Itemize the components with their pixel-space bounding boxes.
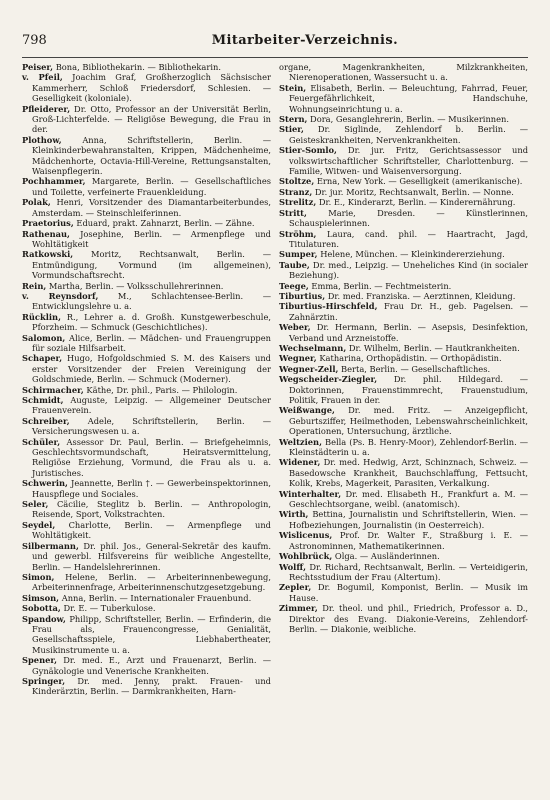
list-item bbox=[22, 291, 271, 312]
contributor-details: Dora, Gesanglehrerin, Berlin. — Musikerinnen. bbox=[310, 114, 510, 125]
list-item bbox=[22, 395, 271, 416]
list-item bbox=[22, 478, 271, 499]
list-item bbox=[22, 353, 271, 384]
contributor-details: Katharina, Orthopädistin. — Orthopädistin. bbox=[319, 353, 502, 364]
contributor-details: Adele, Schriftstellerin, Berlin. — Versicherungswesen u. a. bbox=[32, 415, 272, 437]
page-number: 798 bbox=[22, 33, 47, 48]
right-column bbox=[279, 62, 528, 697]
contributor-name: Seydel, bbox=[22, 519, 56, 530]
contributor-details: Dr. med. Fritz. — Anzeigepflicht, Geburtsziffer, Heilmethoden, Lebenswahrscheinlichkeit, Operationen, Untersuchung, ärztliche. bbox=[289, 405, 528, 437]
contributor-details: Helene, München. — Kleinkindererziehung. bbox=[320, 249, 505, 260]
contributor-details: Dr. med. Elisabeth H., Frankfurt a. M. — Geschlechtsorgane, weibl. (anatomisch). bbox=[289, 488, 529, 510]
contributor-name: Strelitz, bbox=[279, 197, 317, 208]
contributor-name: Seler, bbox=[22, 499, 49, 510]
contributor-name: v. Reynsdorf, bbox=[22, 290, 99, 301]
contributor-details: Berta, Berlin. — Gesellschaftliches. bbox=[341, 363, 491, 374]
contributor-details: Dr. jur. Moritz, Rechtsanwalt, Berlin. — Nonne. bbox=[314, 186, 514, 197]
contributor-name: Schirmacher, bbox=[22, 384, 84, 395]
list-item bbox=[279, 457, 528, 488]
list-item bbox=[279, 197, 528, 207]
contributor-details: Philipp, Schriftsteller, Berlin. — Erfinderin, die Frau als, Frauencongresse, Genialität, Gesellschaftsspiele, Liebhabertheater, Musikinstrumente u. a. bbox=[32, 613, 271, 655]
contributor-details: Dr. Bogumil, Komponist, Berlin. — Musik im Hause. bbox=[289, 582, 528, 603]
contributor-name: Stranz, bbox=[279, 186, 313, 197]
contributor-name: Sobotta, bbox=[22, 603, 61, 614]
list-item bbox=[279, 281, 528, 291]
contributor-details: Laura, cand. phil. — Haartracht, Jagd, Titulaturen. bbox=[289, 228, 529, 249]
list-item bbox=[22, 62, 271, 72]
contributor-name: Pfleiderer, bbox=[22, 103, 71, 114]
contributor-name: Wolff, bbox=[279, 561, 307, 572]
list-item bbox=[22, 229, 271, 250]
contributor-name: Spener, bbox=[22, 655, 58, 666]
contributor-details: Elisabeth, Berlin. — Beleuchtung, Fahrrad, Feuer, Feuergefährlichkeit, Handschuhe, Wohnungseinrichtung u. a. bbox=[289, 82, 528, 114]
contributor-name: Weißwange, bbox=[279, 405, 335, 416]
list-item bbox=[22, 416, 271, 437]
contributor-name: Polak, bbox=[22, 197, 51, 208]
contributor-details: Henri, Vorsitzender des Diamantarbeiterbundes, Amsterdam. — Steinschleiferinnen. bbox=[32, 197, 272, 218]
contributor-details: Cäcilie, Steglitz b. Berlin. — Anthropologin, Reisende, Sport, Volkstrachten. bbox=[32, 499, 271, 520]
list-item bbox=[22, 676, 271, 697]
contributor-name: Simon, bbox=[22, 571, 55, 582]
list-item bbox=[279, 114, 528, 124]
contributor-details: Bettina, Journalistin und Schriftstellerin, Wien. — Hofbeziehungen, Journalistin (in Oesterreich). bbox=[289, 509, 528, 530]
contributor-name: Zepler, bbox=[279, 582, 312, 593]
contributor-name: Schüler, bbox=[22, 436, 61, 447]
contributor-name: Teege, bbox=[279, 280, 309, 291]
contributor-details: Jeannette, Berlin †. — Gewerbeinspektorinnen, Hauspflege und Sociales. bbox=[32, 478, 271, 499]
contributor-details: Bella (Ps. B. Henry-Moor), Zehlendorf-Berlin. — Kleinstädterin u. a. bbox=[289, 436, 529, 458]
contributor-name: Schwerin, bbox=[22, 478, 68, 489]
list-item bbox=[279, 301, 528, 322]
contributor-name: Tiburtius-Hirschfeld, bbox=[279, 301, 378, 312]
list-item bbox=[279, 551, 528, 561]
list-item bbox=[279, 509, 528, 530]
list-item bbox=[279, 374, 528, 405]
list-item bbox=[279, 353, 528, 363]
list-item bbox=[22, 312, 271, 333]
contributor-details: Josephine, Berlin. — Armenpflege und Wohltätigkeit bbox=[32, 228, 271, 249]
list-item bbox=[22, 655, 271, 676]
contributor-details: Dr. Siglinde, Zehlendorf b. Berlin. — Geisteskrankheiten, Nervenkrankheiten. bbox=[289, 124, 528, 145]
contributor-details: Prof. Dr. Walter F., Straßburg i. E. — Astronominnen, Mathematikerinnen. bbox=[289, 530, 529, 551]
list-item bbox=[22, 520, 271, 541]
contributor-details: Dr. Otto, Professor an der Universität Berlin, Groß-Lichterfelde. — Religiöse Bewegung, die Frau in der. bbox=[32, 103, 271, 135]
list-item bbox=[279, 437, 528, 458]
contributor-name: Stoltze, bbox=[279, 176, 315, 187]
contributor-details: Dr. Richard, Rechtsanwalt, Berlin. — Verteidigerin, Rechtsstudium der Frau (Altertum). bbox=[289, 561, 528, 582]
contributor-details: Erna, New York. — Geselligkeit (amerikanische). bbox=[316, 176, 523, 187]
contributor-name: Wegscheider-Ziegler, bbox=[279, 374, 378, 385]
contributor-details: Martha, Berlin. — Volksschullehrerinnen. bbox=[48, 280, 224, 291]
contributor-name: Weltzien, bbox=[279, 436, 322, 447]
list-item bbox=[279, 187, 528, 197]
contributor-details: Dr. E., Kinderarzt, Berlin. — Kinderernährung. bbox=[318, 197, 516, 208]
list-item bbox=[22, 197, 271, 218]
contributor-details: Bona, Bibliothekarin. — Bibliothekarin. bbox=[55, 62, 221, 72]
list-item bbox=[279, 83, 528, 114]
contributor-details: Margarete, Berlin. — Gesellschaftliches und Toilette, verfeinerte Frauenkleidung. bbox=[32, 176, 271, 197]
contributor-details: Moritz, Rechtsanwalt, Berlin. — Entmündigung, Vormund (im allgemeinen), Vormundschaftsrecht. bbox=[32, 249, 271, 281]
contributor-name: Wislicenus, bbox=[279, 530, 333, 541]
contributor-name: Zimmer, bbox=[279, 603, 318, 614]
contributor-details: Marie, Dresden. — Künstlerinnen, Schauspielerinnen. bbox=[289, 207, 528, 229]
list-item bbox=[22, 572, 271, 593]
contributor-name: Wirth, bbox=[279, 509, 309, 520]
contributor-details: Eduard, prakt. Zahnarzt, Berlin. — Zähne. bbox=[76, 218, 255, 229]
contributor-details: Assessor Dr. Paul, Berlin. — Briefgeheimnis, Geschlechtsvormundschaft, Heiratsvermittelung, Religiöse Erziehung, Vormund, die Frau als u. a. Juristisches. bbox=[32, 436, 271, 478]
list-item bbox=[279, 603, 528, 634]
contributor-name: Stein, bbox=[279, 82, 307, 93]
contributor-name: Schmidt, bbox=[22, 395, 64, 405]
contributor-name: Plothow, bbox=[22, 134, 62, 145]
contributor-details: Dr. Hermann, Berlin. — Asepsis, Desinfektion, Verband und Arzneistoffe. bbox=[289, 322, 529, 343]
contributor-name: Salomon, bbox=[22, 332, 66, 343]
contributor-name: Wegner-Zell, bbox=[279, 363, 339, 374]
list-item bbox=[22, 218, 271, 228]
list-item bbox=[279, 343, 528, 353]
contributor-name: v. Pfeil, bbox=[22, 72, 63, 83]
contributor-details: R., Lehrer a. d. Großh. Kunstgewerbeschule, Pforzheim. — Schmuck (Geschichtliches). bbox=[32, 311, 271, 333]
list-item bbox=[279, 260, 528, 281]
contributor-details: Joachim Graf, Großherzoglich Sächsischer Kammerherr, Schloß Friedersdorf, Schlesien. — Geselligkeit (koloniale). bbox=[32, 72, 271, 104]
list-item bbox=[22, 437, 271, 479]
left-column bbox=[22, 62, 271, 697]
contributor-name: Sumper, bbox=[279, 249, 318, 260]
contributor-name: Rein, bbox=[22, 280, 47, 291]
contributor-name: Springer, bbox=[22, 675, 66, 686]
list-item bbox=[279, 582, 528, 603]
list-item bbox=[279, 124, 528, 145]
list-item bbox=[22, 541, 271, 572]
header-rule bbox=[22, 57, 528, 58]
contributor-details: Dr. med. Franziska. — Aerztinnen, Kleidung. bbox=[327, 290, 516, 301]
contributor-details: Dr. Wilhelm, Berlin. — Hautkrankheiten. bbox=[348, 342, 520, 353]
contributor-details: Hugo, Hofgoldschmied S. M. des Kaisers und erster Vorsitzender der Freien Vereinigung der Goldschmiede, Berlin. — Schmuck (Moderner). bbox=[32, 353, 271, 385]
list-item bbox=[279, 405, 528, 436]
contributor-details: Frau Dr. H., geb. Pagelsen. — Zahnärztin. bbox=[289, 301, 528, 322]
list-item bbox=[22, 135, 271, 177]
contributor-details: Olga. — Ausländerinnen. bbox=[334, 551, 440, 562]
contributor-name: Rathenau, bbox=[22, 228, 70, 239]
columns bbox=[22, 62, 528, 697]
list-item bbox=[279, 229, 528, 250]
list-item bbox=[279, 530, 528, 551]
page-header bbox=[22, 33, 528, 55]
contributor-name: Peiser, bbox=[22, 62, 54, 72]
contributor-details: Dr. phil. Hildegard. — Doktorinnen, Frauenstimmrecht, Frauenstudium, Politik, Frauen in der. bbox=[289, 374, 529, 405]
list-item bbox=[279, 489, 528, 510]
contributor-details: Alice, Berlin. — Mädchen- und Frauengruppen für soziale Hilfsarbeit. bbox=[32, 332, 271, 353]
list-item bbox=[22, 249, 271, 280]
contributor-details: Dr. theol. und phil., Friedrich, Professor a. D., Direktor des Evang. Diakonie-Vereins, Zehlendorf-Berlin. — Diakonie, weibliche. bbox=[289, 603, 529, 634]
list-item bbox=[22, 104, 271, 135]
list-item bbox=[279, 145, 528, 176]
contributor-name: Rücklin, bbox=[22, 311, 61, 322]
contributor-name: Taube, bbox=[279, 259, 310, 270]
contributor-details: Käthe, Dr. phil., Paris. — Philologin. bbox=[86, 384, 238, 395]
contributor-details: Dr. med. Hedwig, Arzt, Schinznach, Schweiz. — Basedowsche Krankheit, Bauchschlaffung, Fettsucht, Kolik, Krebs, Magerkeit, Parasiten, Verkalkung. bbox=[289, 457, 528, 489]
contributor-details: Dr. med., Leipzig. — Uneheliches Kind (in socialer Beziehung). bbox=[289, 259, 529, 281]
contributor-name: Wechselmann, bbox=[279, 342, 347, 353]
contributor-name: Wohlbrück, bbox=[279, 551, 333, 562]
list-item bbox=[279, 208, 528, 229]
contributor-details: Emma, Berlin. — Fechtmeisterin. bbox=[311, 280, 452, 291]
list-item bbox=[22, 593, 271, 603]
list-item bbox=[22, 614, 271, 656]
list-item bbox=[22, 333, 271, 354]
contributor-name: Schreiber, bbox=[22, 415, 70, 426]
contributor-name: Simson, bbox=[22, 592, 60, 603]
contributor-name: Stern, bbox=[279, 114, 308, 125]
contributor-details: Charlotte, Berlin. — Armenpflege und Wohltätigkeit. bbox=[32, 519, 271, 541]
contributor-details: organe, Magenkrankheiten, Milzkrankheiten, Nierenoperationen, Wassersucht u. a. bbox=[279, 62, 528, 83]
contributor-name: Tiburtius, bbox=[279, 290, 326, 301]
contributor-details: Dr. phil. Jos., General-Sekretär des kaufm. und gewerbl. Hilfsvereins für weibliche Angestellte, Berlin. — Handelslehrerinnen. bbox=[32, 540, 271, 572]
list-item bbox=[279, 322, 528, 343]
contributor-details: Dr. med. Jenny, prakt. Frauen- und Kinderärztin, Berlin. — Darmkrankheiten, Harn- bbox=[32, 675, 271, 697]
contributor-details: M., Schlachtensee-Berlin. — Entwicklungslehre u. a. bbox=[32, 290, 271, 312]
list-item bbox=[279, 249, 528, 259]
contributor-details: Auguste, Leipzig. — Allgemeiner Deutscher Frauenverein. bbox=[32, 395, 271, 416]
contributor-name: Spandow, bbox=[22, 613, 66, 624]
contributor-details: Dr. jur. Fritz, Gerichtsassessor und volkswirtschaftlicher Schriftsteller, Charlottenburg. — Familie, Witwen- und Waisenversorgung. bbox=[289, 145, 529, 177]
list-item bbox=[22, 385, 271, 395]
contributor-name: Stier-Somlo, bbox=[279, 145, 337, 156]
list-item bbox=[22, 499, 271, 520]
list-item bbox=[22, 603, 271, 613]
list-item bbox=[279, 562, 528, 583]
list-item bbox=[279, 62, 528, 83]
contributor-name: Widener, bbox=[279, 457, 321, 468]
contributor-name: Ströhm, bbox=[279, 228, 317, 239]
contributor-details: Dr. med. E., Arzt und Frauenarzt, Berlin. — Gynäkologie und Venerische Krankheiten. bbox=[32, 655, 272, 676]
list-item bbox=[22, 176, 271, 197]
contributor-name: Pochhammer, bbox=[22, 176, 86, 187]
contributor-name: Schaper, bbox=[22, 353, 63, 364]
list-item bbox=[22, 281, 271, 291]
contributor-name: Winterhalter, bbox=[279, 488, 342, 499]
contributor-details: Anna, Schriftstellerin, Berlin. — Kleinkinderbewahranstalten, Krippen, Mädchenheime, Mädchenhorte, Octavia-Hill-Vereine, Rettungsanstalten, Waisenpflegerin. bbox=[32, 134, 271, 177]
running-title: Mitarbeiter-Verzeichnis. bbox=[211, 33, 398, 48]
contributor-name: Ratkowski, bbox=[22, 249, 74, 260]
list-item bbox=[279, 176, 528, 186]
contributor-details: Helene, Berlin. — Arbeiterinnenbewegung, Arbeiterinnenfrage, Arbeiterinnenschutzgesetzgebung. bbox=[32, 571, 272, 593]
contributor-name: Praetorius, bbox=[22, 218, 74, 229]
contributor-details: Anna, Berlin. — Internationaler Frauenbund. bbox=[61, 592, 252, 603]
contributor-details: Dr. E. — Tuberkulose. bbox=[63, 603, 156, 614]
list-item bbox=[279, 364, 528, 374]
list-item bbox=[22, 72, 271, 103]
contributor-name: Stier, bbox=[279, 124, 304, 135]
contributor-name: Stritt, bbox=[279, 207, 307, 218]
list-item bbox=[279, 291, 528, 301]
contributor-name: Wegner, bbox=[279, 353, 317, 364]
contributor-name: Silbermann, bbox=[22, 540, 79, 551]
contributor-name: Weber, bbox=[279, 322, 311, 333]
